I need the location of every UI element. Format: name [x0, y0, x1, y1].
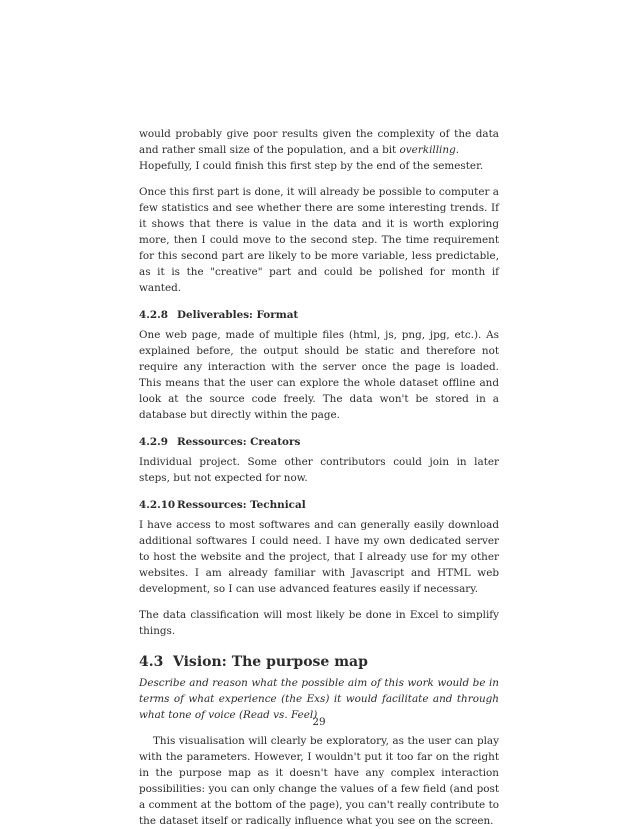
section-title: Ressources: Creators	[177, 436, 301, 448]
section-number: 4.3	[139, 654, 164, 670]
paragraph-deliverables: One web page, made of multiple files (html, js, png, jpg, etc.). As explained before, the output should be static and therefore not require any interaction with the server once the page is loaded. This means that the user can explore the whole dataset offline and look at the source code freely. The data won't be stored in a database but directly within the page.	[139, 329, 499, 421]
paragraph-first-step-end	[139, 126, 499, 158]
paragraph-prompt: Describe and reason what the possible aim of this work would be in terms of what experience (the Exs) it would facilitate and through what tone of voice (Read vs. Feel)	[139, 677, 499, 721]
paragraph-excel: The data classification will most likely be done in Excel to simplify things.	[139, 609, 499, 637]
heading-4-2-9	[139, 434, 499, 450]
paragraph-second-step: Once this first part is done, it will already be possible to computer a few statistics and see whether there are some interesting trends. If it shows that there is value in the data and it is worth exploring more, then I could move to the second step. The time requirement for this second part are likely to be more variable, less predictable, as it is the "creative" part and could be polished for month if wanted.	[139, 186, 499, 294]
paragraph-text: would probably give poor results given the complexity of the data and rather small size of the population, and a bit	[139, 128, 499, 156]
emphasis-overkilling: overkilling	[399, 144, 456, 156]
paragraph-creators: Individual project. Some other contributors could join in later steps, but not expected for now.	[139, 456, 499, 484]
paragraph-technical: I have access to most softwares and can generally easily download additional softwares I could need. I have my own dedicated server to host the website and the project, that I already use for my other websites. I am already familiar with Javascript and HTML web development, so I can use advanced features easily if necessary.	[139, 519, 499, 595]
heading-4-2-8	[139, 307, 499, 323]
paragraph-text-end: .	[455, 144, 460, 156]
paragraph-semester: Hopefully, I could finish this first step by the end of the semester.	[139, 160, 484, 172]
page-number: 29	[312, 716, 326, 728]
section-number: 4.2.9	[139, 436, 168, 448]
section-title: Deliverables: Format	[177, 309, 299, 321]
section-number: 4.2.10	[139, 499, 176, 511]
heading-4-2-10	[139, 497, 499, 513]
section-number: 4.2.8	[139, 309, 168, 321]
paragraph-vision: This visualisation will clearly be exploratory, as the user can play with the parameters. However, I wouldn't put it too far on the right in the purpose map as it doesn't have any complex interaction possibilities: you can only change the values of a few field (and post a comment at the bottom of the page), you can't really contribute to the dataset itself or radically influence what you see on the screen.	[139, 735, 499, 827]
section-title: Vision: The purpose map	[173, 654, 368, 670]
section-title: Ressources: Technical	[177, 499, 306, 511]
heading-4-3	[139, 651, 499, 673]
